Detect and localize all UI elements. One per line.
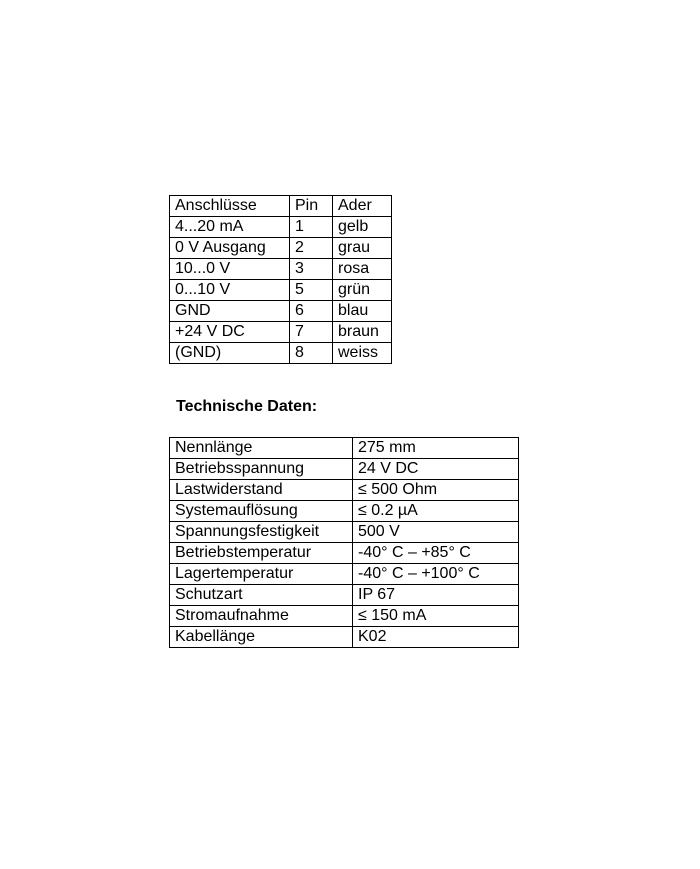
table-row <box>170 627 519 648</box>
spec-label: Kabellänge <box>170 627 353 648</box>
spec-label: Lagertemperatur <box>170 564 353 585</box>
table-cell: 8 <box>290 343 333 364</box>
table-row <box>170 522 519 543</box>
table-row <box>170 585 519 606</box>
table-cell: rosa <box>333 259 392 280</box>
spec-value: -40° C – +100° C <box>353 564 519 585</box>
table-cell: blau <box>333 301 392 322</box>
table-row <box>170 217 392 238</box>
table-row <box>170 606 519 627</box>
header-cell-pin: Pin <box>290 196 333 217</box>
spec-value: ≤ 150 mA <box>353 606 519 627</box>
spec-value: 275 mm <box>353 438 519 459</box>
spec-label: Betriebstemperatur <box>170 543 353 564</box>
table-cell: 0 V Ausgang <box>170 238 290 259</box>
table-cell: grau <box>333 238 392 259</box>
table-cell: GND <box>170 301 290 322</box>
spec-label: Betriebsspannung <box>170 459 353 480</box>
table-cell: 4...20 mA <box>170 217 290 238</box>
table-cell: 6 <box>290 301 333 322</box>
table-cell: braun <box>333 322 392 343</box>
section-title: Technische Daten: <box>176 398 318 415</box>
table-row <box>170 438 519 459</box>
table-row <box>170 238 392 259</box>
spec-label: Schutzart <box>170 585 353 606</box>
spec-value: ≤ 0.2 µA <box>353 501 519 522</box>
table-cell: (GND) <box>170 343 290 364</box>
spec-label: Systemauflösung <box>170 501 353 522</box>
header-cell-connection: Anschlüsse <box>170 196 290 217</box>
table-cell: 7 <box>290 322 333 343</box>
table-row <box>170 343 392 364</box>
table-cell: 1 <box>290 217 333 238</box>
table-cell: 0...10 V <box>170 280 290 301</box>
spec-value: ≤ 500 Ohm <box>353 480 519 501</box>
table-row <box>170 301 392 322</box>
table-header-row <box>170 196 392 217</box>
header-cell-wire: Ader <box>333 196 392 217</box>
table-row <box>170 564 519 585</box>
table-row <box>170 280 392 301</box>
table-row <box>170 480 519 501</box>
table-row <box>170 543 519 564</box>
table-cell: grün <box>333 280 392 301</box>
spec-value: 500 V <box>353 522 519 543</box>
table-cell: gelb <box>333 217 392 238</box>
table-cell: +24 V DC <box>170 322 290 343</box>
pin-assignment-table <box>169 195 392 364</box>
spec-value: IP 67 <box>353 585 519 606</box>
table-row <box>170 322 392 343</box>
spec-label: Nennlänge <box>170 438 353 459</box>
spec-label: Stromaufnahme <box>170 606 353 627</box>
table-cell: 2 <box>290 238 333 259</box>
spec-value: K02 <box>353 627 519 648</box>
table-cell: weiss <box>333 343 392 364</box>
technical-data-table <box>169 437 519 648</box>
table-cell: 3 <box>290 259 333 280</box>
table-cell: 10...0 V <box>170 259 290 280</box>
spec-label: Spannungsfestigkeit <box>170 522 353 543</box>
spec-label: Lastwiderstand <box>170 480 353 501</box>
spec-value: 24 V DC <box>353 459 519 480</box>
table-row <box>170 501 519 522</box>
spec-value: -40° C – +85° C <box>353 543 519 564</box>
table-cell: 5 <box>290 280 333 301</box>
table-row <box>170 259 392 280</box>
table-row <box>170 459 519 480</box>
